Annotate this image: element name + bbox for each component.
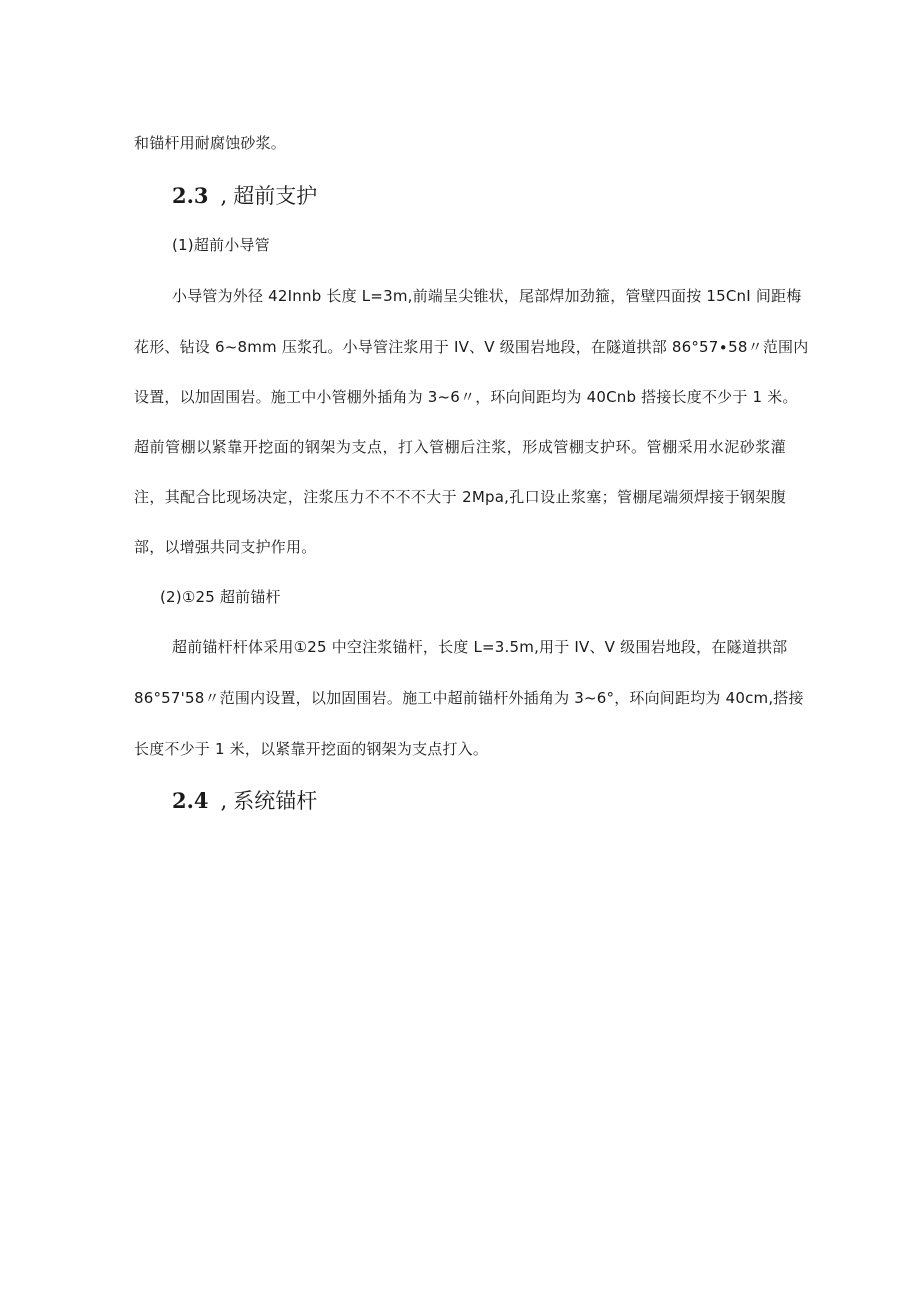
subsection-title-anchor: (2)①25 超前锚杆 xyxy=(160,588,281,606)
subsection-title-small-pipe: (1)超前小导管 xyxy=(172,236,270,254)
section-separator: , xyxy=(220,789,228,813)
paragraph-line: 86°57'58〃范围内设置，以加固围岩。施工中超前锚杆外插角为 3~6°，环向间距均为 40cm,搭接 xyxy=(134,689,804,707)
section-heading-2-3 xyxy=(172,183,317,209)
section-heading-2-4 xyxy=(172,788,317,814)
paragraph-line: 设置，以加固围岩。施工中小管棚外插角为 3~6〃，环向间距均为 40Cnb 搭接长度不少于 1 米。 xyxy=(134,388,798,406)
paragraph-line: 小导管为外径 42Innb 长度 L=3m,前端呈尖锥状，尾部焊加劲箍，管壁四面按 15CnI 间距梅 xyxy=(172,287,802,305)
paragraph-line: 注，其配合比现场决定，注浆压力不不不不大于 2Mpa,孔口设止浆塞；管棚尾端须焊接于钢架腹 xyxy=(134,488,786,506)
section-number: 2.4 xyxy=(172,788,209,813)
paragraph-line: 花形、钻设 6~8mm 压浆孔。小导管注浆用于 IV、V 级围岩地段，在隧道拱部 86°57∙58〃范围内 xyxy=(134,338,809,356)
paragraph-line: 部，以增强共同支护作用。 xyxy=(134,538,317,556)
section-separator: , xyxy=(220,184,228,208)
section-title: 超前支护 xyxy=(233,184,318,208)
section-number: 2.3 xyxy=(172,183,209,208)
paragraph-line: 长度不少于 1 米，以紧靠开挖面的钢架为支点打入。 xyxy=(134,740,489,758)
paragraph-line: 超前锚杆杆体采用①25 中空注浆锚杆，长度 L=3.5m,用于 IV、V 级围岩地段，在隧道拱部 xyxy=(172,638,788,656)
paragraph-line: 超前管棚以紧靠开挖面的钢架为支点，打入管棚后注浆，形成管棚支护环。管棚采用水泥砂浆灌 xyxy=(134,438,786,456)
carryover-text-line: 和锚杆用耐腐蚀砂浆。 xyxy=(134,134,287,152)
section-title: 系统锚杆 xyxy=(233,789,318,813)
